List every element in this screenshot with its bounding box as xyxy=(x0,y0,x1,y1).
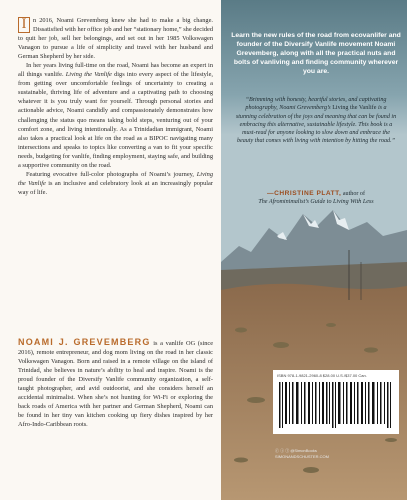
author-bio xyxy=(18,338,213,429)
isbn-price-text: ISBN 978-1-9821-2960-8 $28.00 U.S./$37.00 Can. xyxy=(277,373,367,378)
description-paragraph-1: I n 2016, Noami Grevemberg knew she had to make a big change. Dissatisfied with her office job and her “stationary home,” she decided to quit her job, sell her belongings, and set out in her 1985 Volkswagen Vanagon to pursue a life of simplicity and travel with her husband and German Shepherd by her side. xyxy=(18,16,213,61)
author-name: NOAMI J. GREVEMBERG xyxy=(18,337,151,347)
description-paragraph-3: Featuring evocative full-color photographs of Noami’s journey, Living the Vanlife is an inclusive and celebratory look at an increasingly popular way of life. xyxy=(18,170,213,196)
drop-cap: I xyxy=(18,17,30,33)
book-title-italic: Living the Vanlife xyxy=(65,71,112,79)
endorser-book-title: The Afrominimalist’s Guide to Living With Less xyxy=(258,199,374,206)
book-title-italic: Living the Vanlife xyxy=(18,170,213,187)
cover-photo-panel xyxy=(221,0,407,500)
publisher-info xyxy=(275,448,399,460)
book-title-upright: Living the Vanlife xyxy=(332,105,377,112)
endorser-name: —CHRISTINE PLATT, xyxy=(266,190,342,197)
social-handles: ⓕ ⓘ ⓣ @SimonBooks xyxy=(275,448,317,453)
description-column xyxy=(18,16,213,197)
barcode xyxy=(273,370,399,434)
publisher-website: SIMONANDSCHUSTER.COM xyxy=(275,454,330,459)
description-paragraph-2: In her years living full-time on the road, Noami has become an expert in all things vanlife. Living the Vanlife digs into every aspect of the lifestyle, from getting over uncomfortable feelings of uncertainty to creating a sustainable, thriving life of adventure and a captivating path to choosing whatever it is you truly want for yourself. Through personal stories and actionable advice, Noami candidly and compassionately demonstrates how challenging the status quo means taking bold steps, venturing out of your comfort zone, and living intentionally. As a Trinidadian immigrant, Noami also takes a practical look at life on the road as a BIPOC navigating many intersections and speaks to topics like converting a van to fit your specific needs, budgeting for vanlife, finding employment, staying safe, and building a supportive community on the road. xyxy=(18,62,213,169)
book-description xyxy=(18,16,213,197)
cover-blurb: Learn the new rules of the road from ecovanlifer and founder of the Diversify Vanlife movement Noami Grevemberg, along with all the practical nuts and bolts of vanliving and finding community wherever you are. xyxy=(231,32,401,75)
endorsement-attribution: —CHRISTINE PLATT, author of The Afrominimalist’s Guide to Living With Less xyxy=(258,190,374,206)
endorsement-quote: “Brimming with honesty, heartful stories, and captivating photography, Noami Grevemberg’s Living the Vanlife is a stunning celebration of the joys and meaning that can be found in embracing this alternative, sustainable lifestyle. This book is a must-read for anyone looking to slow down and embrace the beauty that comes with living with intention by hitting the road.” xyxy=(235,97,397,145)
author-bio-text: is a vanlife OG (since 2016), remote entrepreneur, and dog mom living on the road in her classic Volkswagen Vanagon. Born and raised in a remote village on the island of Trinidad, she believes in nature’s ability to heal and inspire. Noami is the proud founder of the Diversify Vanlife community organization, a self-taught photographer, and avid outdoorist, and she considers herself an accidental minimalist. When she’s not hunting for Wi-Fi or exploring the back roads of America with her partner and German Shepherd, Noami can be found in her tiny van kitchen cooking up fiery dishes inspired by her Afro-Indo-Caribbean roots. xyxy=(18,340,214,429)
barcode-icon xyxy=(279,382,393,428)
